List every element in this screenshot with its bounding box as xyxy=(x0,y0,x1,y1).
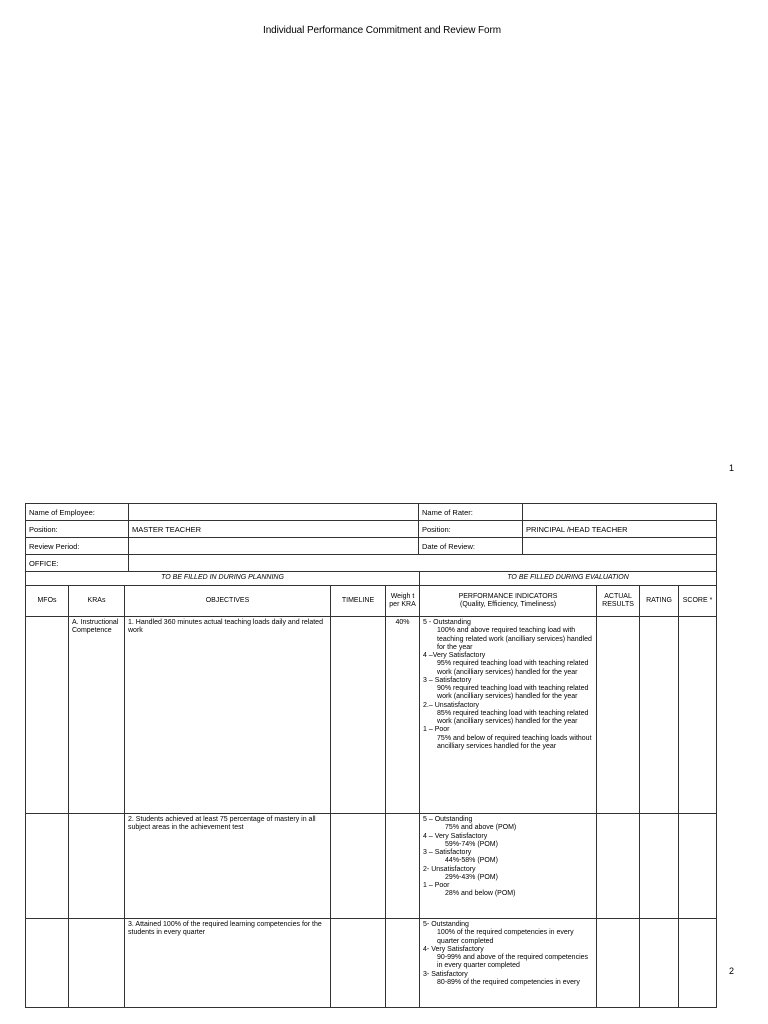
table-row xyxy=(26,814,717,919)
objectives-column-header: OBJECTIVES xyxy=(125,586,331,617)
name-of-rater-label: Name of Rater: xyxy=(419,504,523,521)
indicator-description: 100% of the required competencies in every quarter completed xyxy=(437,929,574,945)
planning-section-header: TO BE FILLED IN DURING PLANNING xyxy=(26,572,420,586)
kras-column-header: KRAs xyxy=(69,586,125,617)
indicator-description: 85% required teaching load with teaching related work (ancilliary services) handled for the year xyxy=(437,709,589,725)
rating-cell[interactable] xyxy=(640,919,679,1008)
indicators-cell xyxy=(420,617,597,814)
indicator-level: 4 – Very Satisfactory xyxy=(423,832,488,840)
review-period-field[interactable] xyxy=(129,538,419,555)
indicator-description: 29%-43% (POM) xyxy=(445,873,498,881)
indicator-level: 3- Satisfactory xyxy=(423,970,468,978)
objective-cell: 2. Students achieved at least 75 percentage of mastery in all subject areas in the achievement test xyxy=(125,814,331,919)
position-label: Position: xyxy=(26,521,129,538)
date-of-review-label: Date of Review: xyxy=(419,538,523,555)
office-field[interactable] xyxy=(129,555,717,572)
rating-cell[interactable] xyxy=(640,814,679,919)
table-row xyxy=(26,617,717,814)
objective-cell: 1. Handled 360 minutes actual teaching loads daily and related work xyxy=(125,617,331,814)
indicator-description: 75% and below of required teaching loads without ancilliary services handled for the year xyxy=(437,734,592,750)
indicator-level: 3 – Satisfactory xyxy=(423,849,472,856)
page-number: 1 xyxy=(729,463,735,473)
indicator-description: 44%-58% (POM) xyxy=(445,857,498,865)
mfos-column-header: MFOs xyxy=(26,586,69,617)
indicator-level: 2- Unsatisfactory xyxy=(423,865,476,873)
mfo-cell[interactable] xyxy=(26,617,69,814)
indicators-cell xyxy=(420,814,597,919)
indicators-cell xyxy=(420,919,597,1008)
indicator-description: 80-89% of the required competencies in every xyxy=(437,978,580,986)
ipcr-table xyxy=(25,571,717,1008)
indicator-description: 59%-74% (POM) xyxy=(445,840,498,848)
performance-indicators-column-header xyxy=(420,586,597,617)
evaluation-section-header: TO BE FILLED DURING EVALUATION xyxy=(420,572,717,586)
rater-position-label: Position: xyxy=(419,521,523,538)
mfo-cell[interactable] xyxy=(26,814,69,919)
page-number: 2 xyxy=(729,966,735,976)
weight-column-header: Weigh t per KRA xyxy=(386,586,420,617)
actual-results-column-header: ACTUAL RESULTS xyxy=(597,586,640,617)
timeline-cell[interactable] xyxy=(331,814,386,919)
employee-info-table xyxy=(25,503,717,572)
timeline-column-header: TIMELINE xyxy=(331,586,386,617)
position-field[interactable]: MASTER TEACHER xyxy=(129,521,419,538)
office-label: OFFICE: xyxy=(26,555,129,572)
document-title: Individual Performance Commitment and Review Form xyxy=(263,25,501,36)
performance-indicators-title: PERFORMANCE INDICATORS xyxy=(458,592,558,600)
indicator-level: 4 –Very Satisfactory xyxy=(423,652,486,659)
review-period-label: Review Period: xyxy=(26,538,129,555)
indicator-description: 28% and below (POM) xyxy=(445,890,516,898)
actual-results-cell[interactable] xyxy=(597,617,640,814)
indicator-description: 75% and above (POM) xyxy=(445,824,517,832)
indicator-level: 3 – Satisfactory xyxy=(423,676,472,684)
indicator-level: 4- Very Satisfactory xyxy=(423,945,484,953)
indicator-level: 1 – Poor xyxy=(423,882,450,889)
kra-cell: A. Instructional Competence xyxy=(69,617,125,814)
indicator-level: 5 - Outstanding xyxy=(423,619,471,626)
rater-position-field[interactable]: PRINCIPAL /HEAD TEACHER xyxy=(523,521,717,538)
weight-cell xyxy=(386,814,420,919)
mfo-cell[interactable] xyxy=(26,919,69,1008)
score-cell[interactable] xyxy=(679,814,717,919)
indicator-level: 5 – Outstanding xyxy=(423,816,473,823)
timeline-cell[interactable] xyxy=(331,617,386,814)
performance-indicators-subtitle: (Quality, Efficiency, Timeliness) xyxy=(459,601,557,608)
indicator-level: 1 – Poor xyxy=(423,726,450,734)
rating-column-header: RATING xyxy=(640,586,679,617)
indicator-description: 90-99% and above of the required competencies in every quarter completed xyxy=(437,954,589,970)
actual-results-cell[interactable] xyxy=(597,814,640,919)
name-of-rater-field[interactable] xyxy=(523,504,717,521)
indicator-description: 95% required teaching load with teaching related work (ancilliary services) handled for the year xyxy=(437,660,589,676)
indicator-level: 2.– Unsatisfactory xyxy=(423,701,480,709)
table-row xyxy=(26,919,717,1008)
rating-cell[interactable] xyxy=(640,617,679,814)
weight-cell xyxy=(386,919,420,1008)
timeline-cell[interactable] xyxy=(331,919,386,1008)
indicator-description: 90% required teaching load with teaching related work (ancilliary services) handled for the year xyxy=(437,685,589,701)
kra-cell xyxy=(69,919,125,1008)
date-of-review-field[interactable] xyxy=(523,538,717,555)
indicator-level: 5- Outstanding xyxy=(423,921,469,928)
name-of-employee-label: Name of Employee: xyxy=(26,504,129,521)
score-cell[interactable] xyxy=(679,919,717,1008)
name-of-employee-field[interactable] xyxy=(129,504,419,521)
objective-cell: 3. Attained 100% of the required learning competencies for the students in every quarter xyxy=(125,919,331,1008)
kra-cell xyxy=(69,814,125,919)
weight-cell: 40% xyxy=(386,617,420,814)
score-column-header: SCORE * xyxy=(679,586,717,617)
indicator-description: 100% and above required teaching load with teaching related work (ancilliary services) handled for the year xyxy=(437,627,592,651)
actual-results-cell[interactable] xyxy=(597,919,640,1008)
score-cell[interactable] xyxy=(679,617,717,814)
